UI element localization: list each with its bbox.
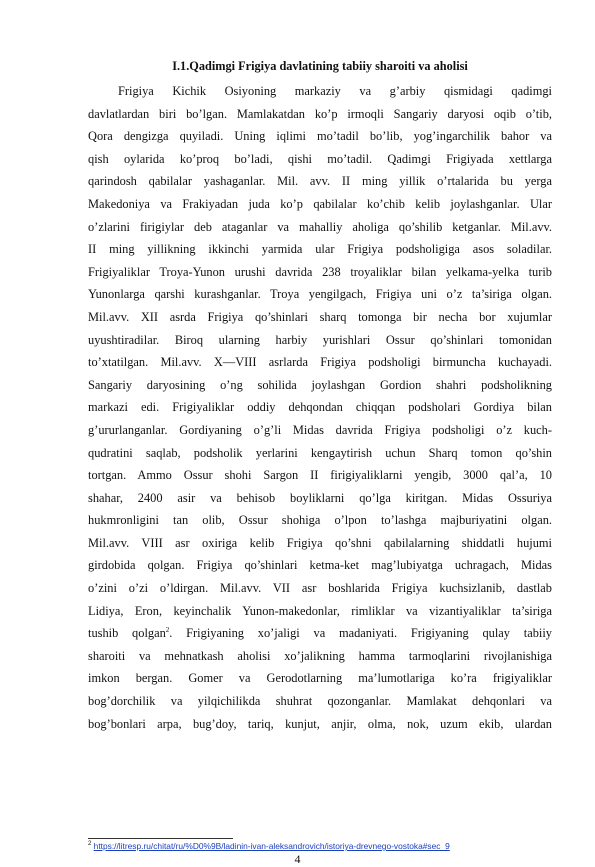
text-line: Makedoniya va Frakiyadan juda ko’p qabilalar ko’chib kelib joylashganlar. Ular (88, 196, 552, 211)
footnote-reference[interactable]: 2 (165, 626, 170, 635)
text-line: qish oylarida ko’proq bo’ladi, qishi mo’tadil. Qadimgi Frigiyada xettlarga (88, 151, 552, 166)
footnote-marker: 2 (88, 841, 92, 848)
footnote (88, 841, 450, 851)
text-line: tortgan. Ammo Ossur shohi Sargon II firigiyaliklarni yengib, 3000 qal’a, 10 (88, 468, 552, 483)
text-segment: . Frigiyaning xo’jaligi va madaniyati. Frigiyaning qulay tabiiy (169, 626, 552, 641)
text-line: Frigiya Kichik Osiyoning markaziy va g’arbiy qismidagi qadimgi (118, 84, 552, 98)
text-line: g’ururlanganlar. Gordiyaning o’g’li Midas davrida Frigiya podsholigi o’z kuch- (88, 422, 552, 437)
text-line: qarindosh qabilalar yashaganlar. Mil. avv. II ming yillik o’rtalarida bu yerga (88, 174, 552, 189)
text-line: markazi edi. Frigiyaliklar oddiy dehqondan chiqqan podsholari Gordiya bilan (88, 400, 552, 415)
text-line: qudratini saqlab, podsholik yerlarini kengaytirish uchun Sharq tomon qo’shin (88, 445, 552, 460)
text-segment: tushib qolgan (88, 626, 166, 641)
text-line: hukmronligini tan olib, Ossur shohiga o’lpon to’lashga majburiyatini olgan. (88, 513, 552, 528)
section-heading: I.1.Qadimgi Frigiya davlatining tabiiy sharoiti va aholisi (172, 59, 468, 73)
text-line: sharoiti va mehnatkash aholisi xo’jalikning hamma tarmoqlarini rivojlanishiga (88, 648, 552, 663)
text-line: shahar, 2400 asir va behisob boyliklarni qo’lga kiritgan. Midas Ossuriya (88, 490, 552, 505)
text-line: imkon bergan. Gomer va Gerodotlarning ma’lumotlariga ko’ra frigiyaliklar (88, 671, 552, 686)
text-line: girdobida qolgan. Frigiya qo’shinlari ketma-ket mag’lubiyatga uchragach, Midas (88, 558, 552, 573)
text-line: Qora dengizga quyiladi. Uning iqlimi mo’tadil bo’lib, yog’ingarchilik bahor va (88, 129, 552, 144)
text-line: Sangariy daryosining o’ng sohilida joylashgan Gordion shahri podsholikning (88, 377, 552, 392)
text-line: uyushtiradilar. Biroq ularning harbiy yurishlari Ossur qo’shinlari tomonidan (88, 332, 552, 347)
text-line: Mil.avv. VIII asr oxiriga kelib Frigiya qo’shni qabilalarning shiddatli hujumi (88, 535, 552, 550)
text-line: Lidiya, Eron, keyinchalik Yunon-makedonlar, rimliklar va vizantiyaliklar ta’siriga (88, 603, 552, 618)
text-line: o’zini o’zi o’ldirgan. Mil.avv. VII asr boshlarida Frigiya kuchsizlanib, dastlab (88, 581, 552, 596)
text-line: Frigiyaliklar Troya-Yunon urushi davrida 238 troyaliklar bilan yelkama-yelka turib (88, 264, 552, 279)
text-line: bog’bonlari arpa, bug’doy, tariq, kunjut, anjir, olma, nok, uzum ekib, ulardan (88, 716, 552, 731)
text-line: o’zlarini firigiylar deb ataganlar va mahalliy aholiga qo’shilib ketganlar. Mil.avv. (88, 219, 552, 234)
text-line-with-footnote (88, 622, 552, 645)
text-line: davlatlardan biri bo’lgan. Mamlakatdan ko’p irmoqli Sangariy daryosi oqib o’tib, (88, 106, 552, 121)
text-line: bog’dorchilik va yilqichilikda shuhrat qozonganlar. Mamlakat dehqonlari va (88, 694, 552, 709)
footnote-link[interactable]: https://litresp.ru/chitat/ru/%D0%9B/ladinin-ivan-aleksandrovich/istoriya-drevnego-vostoka#sec_9 (93, 841, 450, 851)
text-line: Yunonlarga qarshi kurashganlar. Troya yengilgach, Frigiya uni o’z ta’siriga olgan. (88, 287, 552, 302)
text-line: Mil.avv. XII asrda Frigiya qo’shinlari sharq tomonga bir necha bor xujumlar (88, 309, 552, 324)
footnote-divider (88, 838, 233, 839)
page-number: 4 (294, 852, 301, 866)
text-line: II ming yillikning ikkinchi yarmida ular Frigiya podsholigiga asos soladilar. (88, 242, 552, 257)
text-line: to’xtatilgan. Mil.avv. X—VIII asrlarda Frigiya podsholigi birmuncha kuchayadi. (88, 355, 552, 370)
body-paragraph (88, 80, 552, 735)
